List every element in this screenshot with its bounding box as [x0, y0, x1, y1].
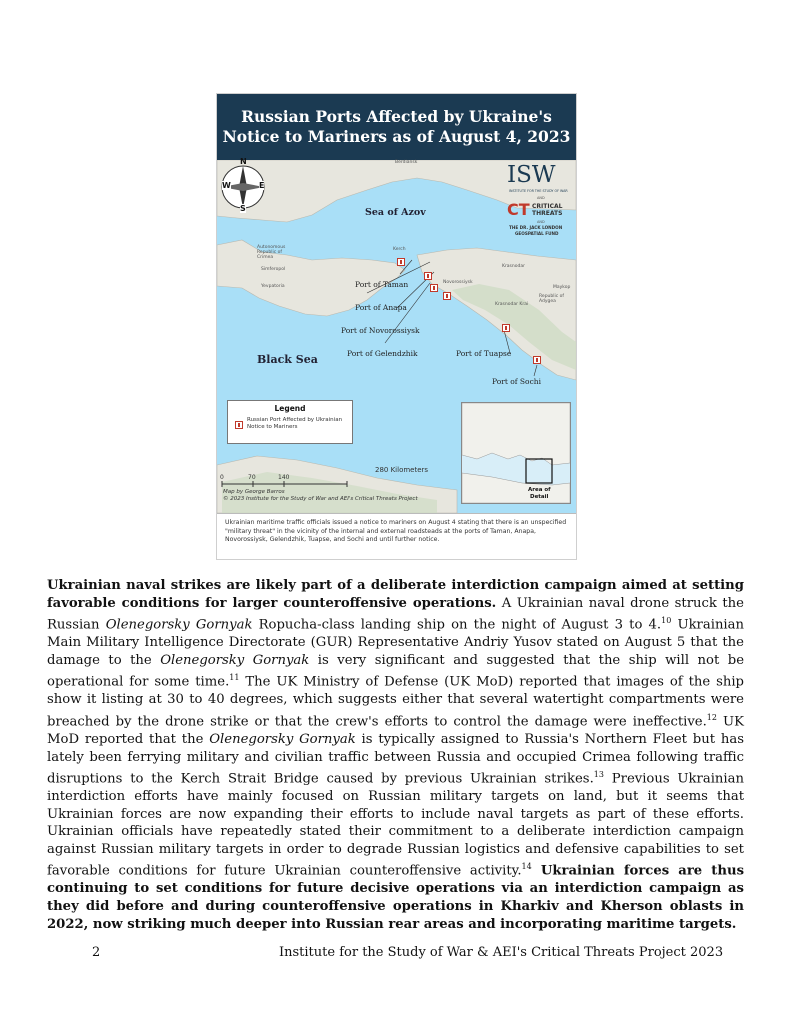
port-marker-anapa-icon	[424, 272, 432, 280]
lead-bold-sentence: Ukrainian naval strikes are likely part of a deliberate interdiction campaign aimed at setting favorable conditions for larger counteroffensive operations.	[47, 578, 744, 611]
place-crimea: Autonomous Republic of Crimea	[257, 245, 286, 260]
footnote-14: 14	[521, 862, 532, 872]
body-text-7: is typically assigned to Russia's Northern Fleet but has lately been ferrying military and civilian traffic between Russia and occupied Crimea following traffic disruptions to the Kerch Strait Bridge caused by previous Ukrainian strikes.	[47, 731, 744, 787]
inset-map-svg	[462, 403, 570, 503]
port-label-gelendzhik: Port of Gelendzhik	[347, 349, 418, 358]
body-text-5: The UK Ministry of Defense (UK MoD) reported that images of the ship show it listing at 30 to 40 degrees, which suggests either that several watertight compartments were breached by the drone strike or that the crew's efforts to control the damage were ineffective.	[47, 674, 744, 730]
compass-s: S	[240, 204, 246, 213]
fund-line-1: THE DR. JACK LONDON	[509, 225, 563, 230]
body-text-4: is very significant and suggested that the ship will not be operational for some time.	[47, 652, 745, 690]
legend-title: Legend	[274, 404, 306, 413]
port-marker-novorossiysk-icon	[430, 284, 438, 292]
body-paragraph	[47, 577, 744, 933]
port-label-sochi: Port of Sochi	[492, 377, 541, 386]
body-text-8: Previous Ukrainian interdiction efforts have mainly focused on Russian military targets on land, but it seems that Ukrainian forces are now expanding their efforts to include naval targets as part of these efforts. Ukrainian officials have repeatedly stated their commitment to a deliberate interdiction campaign against Russian military targets in order to degrade Russian logistics and defensive capabilities to set favorable conditions for future Ukrainian counteroffensive activity.	[47, 771, 744, 879]
map-credit-1: Map by George Barros	[223, 489, 285, 495]
place-maykop: Maykop	[553, 285, 571, 290]
map-figure	[216, 93, 577, 560]
legend-item-label: Russian Port Affected by Ukrainian Notice to Mariners	[247, 417, 343, 430]
port-marker-gelendzhik-icon	[443, 292, 451, 300]
inset-map	[461, 402, 571, 504]
scale-0: 0	[220, 474, 224, 481]
map-caption: Ukrainian maritime traffic officials issued a notice to mariners on August 4 stating that there is an unspecified "military threat" in the vicinity of the internal and external roadsteads at the ports of Taman, Anapa, Novorossiysk, Gelendzhik, Tuapse, and Sochi and until further notice.	[217, 513, 576, 559]
and-2: AND	[537, 220, 545, 224]
port-label-tuapse: Port of Tuapse	[456, 349, 512, 358]
legend-port-icon	[235, 421, 243, 429]
place-simferopol: Simferopol	[261, 267, 286, 272]
black-sea-label: Black Sea	[257, 353, 318, 366]
ship-name-2: Olenegorsky Gornyak	[160, 652, 310, 668]
logo-block	[505, 160, 576, 255]
ct-logo: CT	[507, 200, 530, 219]
isw-logo: ISW	[507, 162, 556, 188]
compass-e: E	[259, 181, 265, 190]
fund-line-2: GEOSPATIAL FUND	[515, 231, 559, 236]
place-yevpatoria: Yevpatoria	[261, 284, 285, 289]
map-canvas	[217, 157, 576, 513]
scale-140: 140	[278, 474, 290, 481]
place-adygea: Republic of Adygea	[539, 294, 565, 304]
inset-land-north	[462, 403, 570, 465]
footnote-10: 10	[661, 616, 672, 626]
page-number: 2	[92, 945, 101, 960]
place-berdiansk: Berdiansk	[395, 160, 418, 165]
inset-label-1: Area of	[528, 487, 551, 493]
scale-70: 70	[248, 474, 256, 481]
port-label-novorossiysk: Port of Novorossiysk	[341, 326, 420, 335]
map-credit-2: © 2023 Institute for the Study of War and AEI's Critical Threats Project	[223, 496, 418, 502]
ct-text-1: CRITICAL	[532, 203, 563, 210]
footnote-13: 13	[593, 770, 604, 780]
port-label-anapa: Port of Anapa	[355, 303, 407, 312]
body-text-2: Ropucha-class landing ship on the night of August 3 to 4.	[252, 617, 662, 633]
sea-of-azov-label: Sea of Azov	[365, 207, 426, 218]
footnote-12: 12	[706, 712, 717, 722]
footer-org: Institute for the Study of War & AEI's Critical Threats Project 2023	[279, 945, 724, 960]
body-text-1: A Ukrainian naval drone struck the Russian	[47, 595, 744, 633]
map-title-line-2: Notice to Mariners as of August 4, 2023	[222, 127, 571, 146]
port-label-taman: Port of Taman	[355, 280, 409, 289]
port-marker-tuapse-icon	[502, 324, 510, 332]
compass-n: N	[240, 157, 247, 166]
footnote-11: 11	[229, 673, 240, 683]
and-1: AND	[537, 196, 545, 200]
body-text-6: UK MoD reported that the	[47, 714, 744, 747]
isw-subtitle: INSTITUTE FOR THE STUDY OF WAR	[509, 189, 568, 193]
port-marker-sochi-icon	[533, 356, 541, 364]
ship-name-3: Olenegorsky Gornyak	[209, 731, 356, 747]
inset-label-2: Detail	[530, 494, 549, 500]
body-text-3: Ukrainian Main Military Intelligence Directorate (GUR) Representative Andriy Yusov stated on August 5 that the damage to the	[47, 617, 745, 668]
closing-bold-sentence: Ukrainian forces are thus continuing to set conditions for future decisive operations via an interdiction campaign as they did before and during counteroffensive operations in Kharkiv and Kherson oblasts in 2022, now striking much deeper into Russian rear areas and incorporating maritime targets.	[47, 863, 744, 932]
place-krasnodar-krai: Krasnodar Krai	[495, 302, 529, 307]
map-title	[217, 94, 576, 160]
compass-w: W	[222, 181, 231, 190]
ship-name-1: Olenegorsky Gornyak	[105, 617, 253, 633]
legend	[227, 400, 353, 444]
ct-text-2: THREATS	[532, 210, 563, 217]
map-title-line-1: Russian Ports Affected by Ukraine's	[241, 107, 552, 126]
place-novorossiysk: Novorossiysk	[443, 280, 473, 285]
port-marker-taman-icon	[397, 258, 405, 266]
scale-280: 280 Kilometers	[375, 466, 429, 474]
place-krasnodar: Krasnodar	[502, 264, 525, 269]
place-kerch: Kerch	[393, 247, 406, 252]
